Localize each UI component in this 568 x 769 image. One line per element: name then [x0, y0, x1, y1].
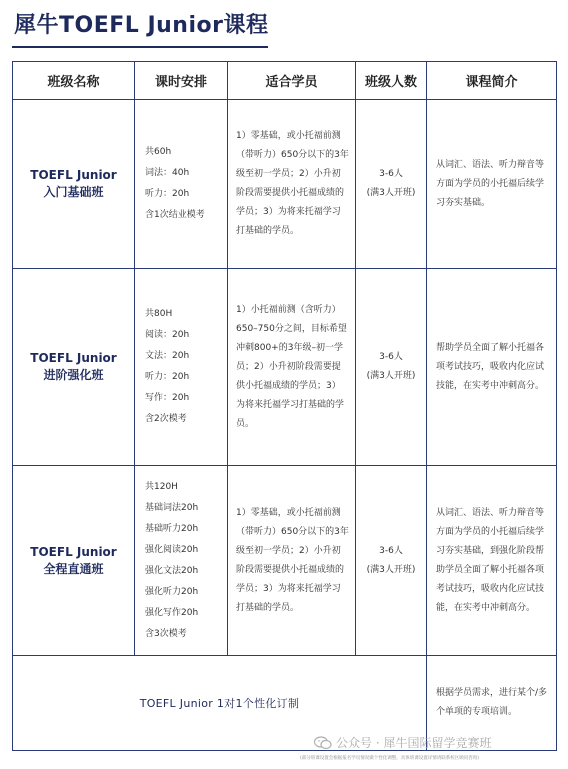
- class-size: 3-6人 (满3人开班): [356, 100, 427, 269]
- header-intro: 课程简介: [427, 62, 557, 100]
- course-table: [12, 61, 557, 751]
- wechat-icon: [314, 736, 332, 750]
- table-row: [13, 466, 557, 656]
- title-underline: [12, 46, 268, 48]
- schedule: 共60h 词法：40h 听力：20h 含1次结业模考: [135, 100, 228, 269]
- header-class-name: 班级名称: [13, 62, 135, 100]
- header-class-size: 班级人数: [356, 62, 427, 100]
- page-title: 犀牛TOEFL Junior课程: [14, 13, 269, 38]
- header-schedule: 课时安排: [135, 62, 228, 100]
- schedule: 共80H 阅读：20h 文法：20h 听力：20h 写作：20h 含2次模考: [135, 269, 228, 466]
- watermark-text: 公众号 · 犀牛国际留学竞赛班: [336, 736, 492, 750]
- class-size: 3-6人 (满3人开班): [356, 269, 427, 466]
- wechat-watermark: [314, 734, 491, 751]
- table-row: [13, 100, 557, 269]
- schedule: 共120H 基础词法20h 基础听力20h 强化阅读20h 强化文法20h 强化听力20h 强化写作20h 含3次模考: [135, 466, 228, 656]
- suitable-students: 1）零基础，或小托福前测（带听力）650分以下的3年级至初一学员；2）小升初阶段需要提供小托福成绩的学员；3）为将来托福学习打基础的学员。: [228, 100, 356, 269]
- course-intro: 帮助学员全面了解小托福各项考试技巧，吸收内化应试技能，在实考中冲刺高分。: [427, 269, 557, 466]
- suitable-students: 1）零基础，或小托福前测（带听力）650分以下的3年级至初一学员；2）小升初阶段需要提供小托福成绩的学员；3）为将来托福学习打基础的学员。: [228, 466, 356, 656]
- class-name: TOEFL Junior 入门基础班: [13, 100, 135, 269]
- one-on-one-label: TOEFL Junior 1对1个性化订制: [13, 656, 427, 751]
- footnote: (部分班课设置会根据报名学员情况做个性化调整，具体班课设置详情请联系校区顾问咨询): [300, 756, 480, 761]
- suitable-students: 1）小托福前测（含听力）650–750分之间，目标希望冲刺800+的3年级–初一学员；2）小升初阶段需要提供小托福成绩的学员；3）为将来托福学习打基础的学员。: [228, 269, 356, 466]
- one-on-one-intro: 根据学员需求，进行某个/多个单项的专项培训。: [427, 656, 557, 751]
- table-row: [13, 269, 557, 466]
- header-suitable: 适合学员: [228, 62, 356, 100]
- class-name: TOEFL Junior 全程直通班: [13, 466, 135, 656]
- class-name: TOEFL Junior 进阶强化班: [13, 269, 135, 466]
- course-intro: 从词汇、语法、听力辩音等方面为学员的小托福后续学习夯实基础，到强化阶段帮助学员全面了解小托福各项考试技巧，吸收内化应试技能，在实考中冲刺高分。: [427, 466, 557, 656]
- table-header-row: [13, 62, 557, 100]
- class-size: 3-6人 (满3人开班): [356, 466, 427, 656]
- course-intro: 从词汇、语法、听力辩音等方面为学员的小托福后续学习夯实基础。: [427, 100, 557, 269]
